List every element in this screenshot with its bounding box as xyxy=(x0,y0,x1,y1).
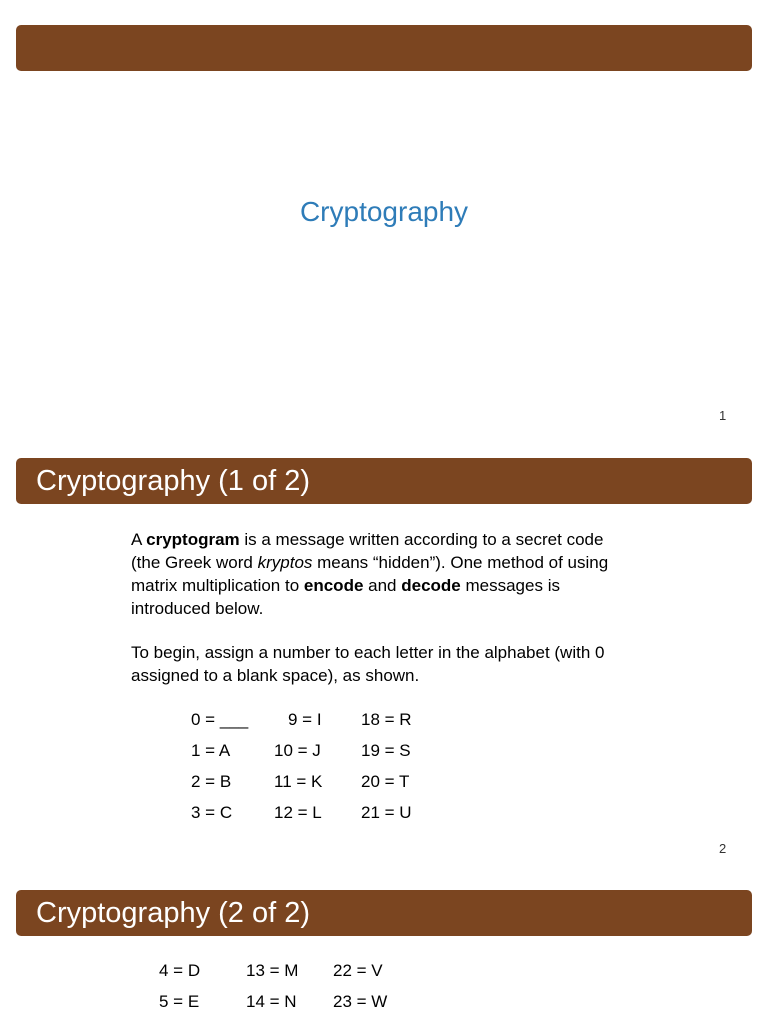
mapping-cell: 14 = N xyxy=(246,992,297,1011)
text-run: and xyxy=(363,576,402,595)
term-encode: encode xyxy=(303,576,364,595)
term-kryptos: kryptos xyxy=(257,553,313,572)
text-run: A xyxy=(131,530,147,549)
mapping-cell: 19 = S xyxy=(361,741,411,760)
mapping-row xyxy=(0,710,768,734)
mapping-row xyxy=(0,772,768,796)
mapping-row xyxy=(0,992,768,1016)
text-run: means “hidden”). One method of using matrix multiplication to xyxy=(131,553,609,595)
mapping-cell: 4 = D xyxy=(159,961,201,980)
text-run: messages is introduced below. xyxy=(131,576,560,618)
mapping-cell: 22 = V xyxy=(333,961,383,980)
term-decode: decode xyxy=(401,576,461,595)
mapping-cell: 21 = U xyxy=(361,803,412,822)
mapping-cell: 20 = T xyxy=(361,772,410,791)
mapping-cell: 10 = J xyxy=(274,741,321,760)
slide1-title: Cryptography xyxy=(299,196,469,227)
slide3-header-bar: Cryptography (2 of 2) xyxy=(16,890,752,936)
mapping-cell: 18 = R xyxy=(361,710,412,729)
slide1-header-bar xyxy=(16,25,752,71)
term-cryptogram: cryptogram xyxy=(146,530,240,549)
mapping-cell: 9 = I xyxy=(288,710,322,729)
mapping-cell: 23 = W xyxy=(333,992,388,1011)
text-run: is a message written according to a secret code (the Greek word xyxy=(131,530,604,572)
mapping-cell: 12 = L xyxy=(274,803,322,822)
mapping-cell: 1 = A xyxy=(191,741,231,760)
mapping-row xyxy=(0,803,768,827)
mapping-row xyxy=(0,961,768,985)
mapping-cell: 0 = ___ xyxy=(191,710,249,729)
slide2-intro-paragraph xyxy=(131,528,631,620)
slide2-assign-paragraph: To begin, assign a number to each letter in the alphabet (with 0 assigned to a blank space), as shown. xyxy=(131,643,605,685)
mapping-cell: 2 = B xyxy=(191,772,232,791)
mapping-row xyxy=(0,741,768,765)
mapping-cell: 5 = E xyxy=(159,992,200,1011)
slide1-page-number: 1 xyxy=(719,408,727,423)
mapping-cell: 11 = K xyxy=(274,772,323,791)
mapping-cell: 13 = M xyxy=(246,961,299,980)
slide2-header-bar: Cryptography (1 of 2) xyxy=(16,458,752,504)
slide2-page-number: 2 xyxy=(719,841,727,856)
mapping-cell: 3 = C xyxy=(191,803,233,822)
